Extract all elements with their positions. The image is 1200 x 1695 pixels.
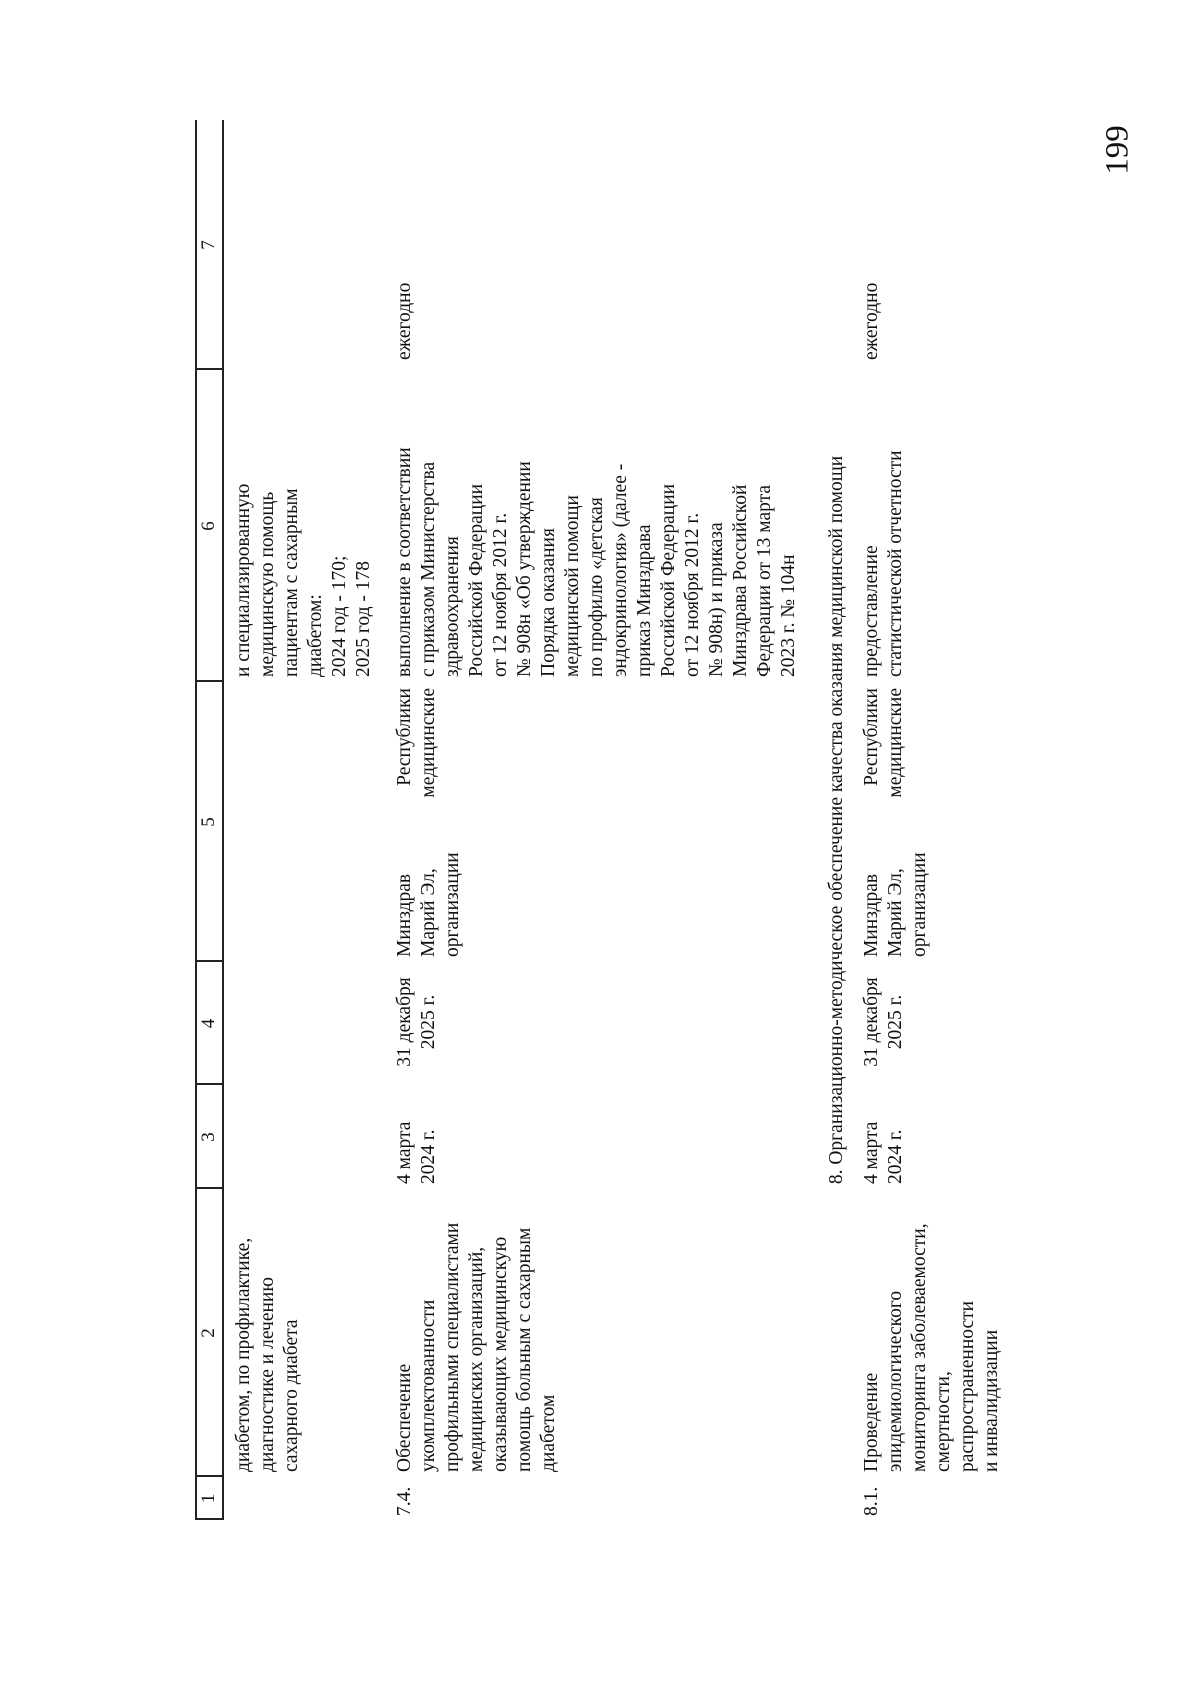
text-line: с приказом Министерства (418, 461, 439, 677)
text-line: Порядка оказания (538, 528, 559, 677)
text-line: организации (442, 852, 463, 957)
text-line: 4 марта (394, 1121, 415, 1184)
text-line: оказывающих медицинскую (490, 1236, 511, 1472)
text-line: Минздрава Российской (730, 484, 751, 677)
text-line: мониторинга заболеваемости, (909, 1223, 930, 1472)
text-line: медицинские (885, 688, 906, 798)
text-line: и инвалидизации (981, 1329, 1002, 1472)
text-line: 4 марта (861, 1121, 882, 1184)
column-header-1: 1 (198, 1493, 219, 1504)
text-line: медицинскую помощь (257, 491, 278, 677)
continued-row-task-text (232, 1192, 304, 1472)
row-8-1-result-text (860, 372, 908, 677)
column-header-4: 4 (198, 1018, 219, 1029)
text-line: эндокринология» (далее - (610, 463, 631, 677)
text-line: организации (909, 852, 930, 957)
column-header-2: 2 (198, 1328, 219, 1338)
text-line: 2025 г. (885, 994, 906, 1050)
text-line: смертности, (933, 1371, 954, 1472)
text-line: медицинской помощи (562, 495, 583, 677)
text-line: Республики (394, 688, 415, 786)
text-line: 2025 год - 178 (353, 561, 374, 677)
column-header-7: 7 (198, 240, 219, 250)
text-line: 2024 год - 170; (329, 555, 350, 677)
row-number-8-1: 8.1. (861, 1486, 882, 1516)
header-bottom-rule (222, 120, 224, 1520)
text-line: помощь больным с сахарным (514, 1227, 535, 1472)
row-8-1-periodicity: ежегодно (861, 282, 882, 360)
text-line: Федерации от 13 марта (754, 484, 775, 677)
text-line: 31 декабря (861, 977, 882, 1067)
row-8-1-task-text (860, 1192, 1004, 1472)
text-line: Российской Федерации (466, 483, 487, 677)
text-line: № 908н) и приказа (706, 522, 727, 677)
column-header-6: 6 (198, 521, 219, 531)
text-line: по профилю «детская (586, 497, 607, 677)
row-7-4-periodicity: ежегодно (394, 282, 415, 360)
text-line: профильными специалистами (442, 1222, 463, 1472)
row-8-1-responsible-continued (860, 688, 908, 830)
text-line: диагностике и лечению (257, 1277, 278, 1472)
continued-row-result-text (232, 372, 376, 677)
text-line: предоставление (861, 545, 882, 677)
row-7-4-end-date (393, 964, 441, 1080)
text-line: от 12 ноября 2012 г. (682, 512, 703, 677)
text-line: 2025 г. (418, 994, 439, 1050)
rotated-table-document (195, 120, 1015, 1520)
column-header-5: 5 (198, 817, 219, 827)
text-line: 2024 г. (885, 1129, 906, 1184)
text-line: Российской Федерации (658, 483, 679, 677)
text-line: Республики (861, 688, 882, 786)
text-line: диабетом (538, 1394, 559, 1472)
text-line: от 12 ноября 2012 г. (490, 512, 511, 677)
row-number-7-4: 7.4. (394, 1486, 415, 1516)
text-line: статистической отчетности (885, 450, 906, 677)
text-line: выполнение в соответствии (394, 447, 415, 677)
row-7-4-responsible (393, 835, 465, 957)
text-line: Марий Эл, (885, 868, 906, 957)
text-line: сахарного диабета (281, 1319, 302, 1472)
row-8-1-responsible (860, 835, 932, 957)
text-line: Минздрав (861, 873, 882, 957)
text-line: и специализированную (233, 483, 254, 677)
row-8-1-end-date (860, 964, 908, 1080)
page-number: 199 (1099, 125, 1136, 175)
text-line: распространенности (957, 1300, 978, 1472)
text-line: диабетом: (305, 594, 326, 677)
column-header-3: 3 (198, 1132, 219, 1142)
text-line: медицинские (418, 688, 439, 798)
text-line: № 908н «Об утверждении (514, 461, 535, 677)
text-line: диабетом, по профилактике, (233, 1237, 254, 1472)
row-7-4-result-text (393, 372, 801, 677)
text-line: 2023 г. № 104н (778, 554, 799, 677)
section-8-title: 8. Организационно-методическое обеспечение качества оказания медицинской помощи (826, 455, 847, 1185)
row-7-4-start-date (393, 1086, 441, 1184)
text-line: Обеспечение (394, 1363, 415, 1472)
row-8-1-start-date (860, 1086, 908, 1184)
text-line: Проведение (861, 1372, 882, 1472)
text-line: медицинских организаций, (466, 1246, 487, 1472)
text-line: 31 декабря (394, 977, 415, 1067)
text-line: эпидемиологического (885, 1290, 906, 1472)
text-line: укомплектованности (418, 1299, 439, 1472)
row-7-4-task-text (393, 1192, 561, 1472)
text-line: Марий Эл, (418, 868, 439, 957)
text-line: приказ Минздрава (634, 524, 655, 677)
row-7-4-responsible-continued (393, 688, 441, 830)
text-line: пациентам с сахарным (281, 488, 302, 677)
text-line: Минздрав (394, 873, 415, 957)
text-line: 2024 г. (418, 1129, 439, 1184)
text-line: здравоохранения (442, 536, 463, 677)
